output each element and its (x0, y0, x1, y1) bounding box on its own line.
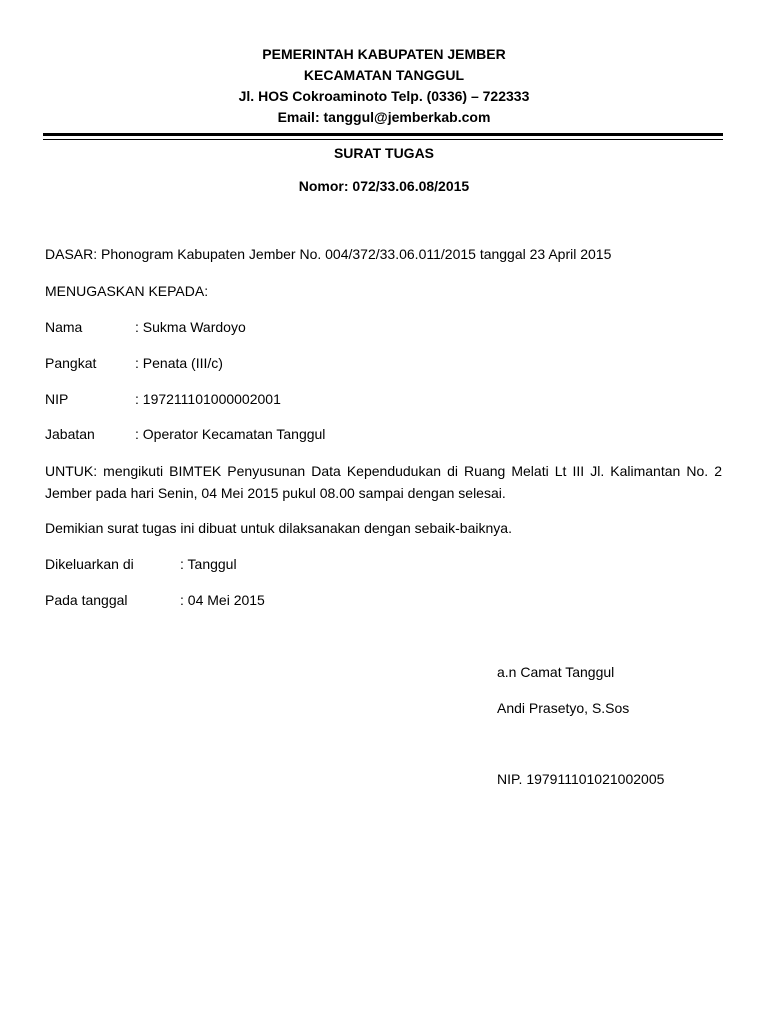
pangkat-row (45, 355, 223, 371)
issued-date-label: Pada tanggal (45, 592, 128, 608)
letterhead-district: KECAMATAN TANGGUL (303, 67, 465, 83)
nama-row (45, 319, 246, 335)
nama-value: : Sukma Wardoyo (135, 319, 246, 335)
letterhead-email: Email: tanggul@jemberkab.com (277, 109, 491, 125)
pangkat-label: Pangkat (45, 355, 97, 371)
issued-place-label: Dikeluarkan di (45, 556, 134, 572)
issued-place-value: : Tanggul (180, 556, 237, 572)
menugaskan-heading: MENUGASKAN KEPADA: (45, 283, 209, 299)
issued-date-value: : 04 Mei 2015 (180, 592, 265, 608)
document-number: Nomor: 072/33.06.08/2015 (298, 178, 470, 194)
issued-place-row (45, 556, 237, 572)
closing-statement: Demikian surat tugas ini dibuat untuk dilaksanakan dengan sebaik-baiknya. (45, 520, 512, 536)
signature-nip: NIP. 197911101021002005 (497, 771, 665, 787)
pangkat-value: : Penata (III/c) (135, 355, 223, 371)
nip-value: : 197211101000002001 (135, 391, 281, 407)
jabatan-row (45, 426, 325, 442)
nama-label: Nama (45, 319, 83, 335)
untuk-paragraph: UNTUK: mengikuti BIMTEK Penyusunan Data Kependudukan di Ruang Melati Lt III Jl. Kalimantan No. 2 Jember pada hari Senin, 04 Mei 2015 pukul 08.00 sampai dengan selesai. (45, 463, 722, 501)
jabatan-label: Jabatan (45, 426, 95, 442)
letterhead-divider-thick (43, 133, 723, 136)
signature-on-behalf: a.n Camat Tanggul (497, 664, 615, 680)
document-title: SURAT TUGAS (333, 145, 435, 161)
dasar-line: DASAR: Phonogram Kabupaten Jember No. 004/372/33.06.011/2015 tanggal 23 April 2015 (45, 246, 612, 262)
nip-label: NIP (45, 391, 69, 407)
letterhead-government: PEMERINTAH KABUPATEN JEMBER (262, 46, 506, 62)
letterhead-divider-thin (43, 139, 723, 140)
nip-row (45, 391, 281, 407)
jabatan-value: : Operator Kecamatan Tanggul (135, 426, 326, 442)
issued-date-row (45, 592, 265, 608)
letterhead (0, 44, 768, 128)
letterhead-address: Jl. HOS Cokroaminoto Telp. (0336) – 722333 (238, 88, 530, 104)
signature-name: Andi Prasetyo, S.Sos (497, 700, 630, 716)
